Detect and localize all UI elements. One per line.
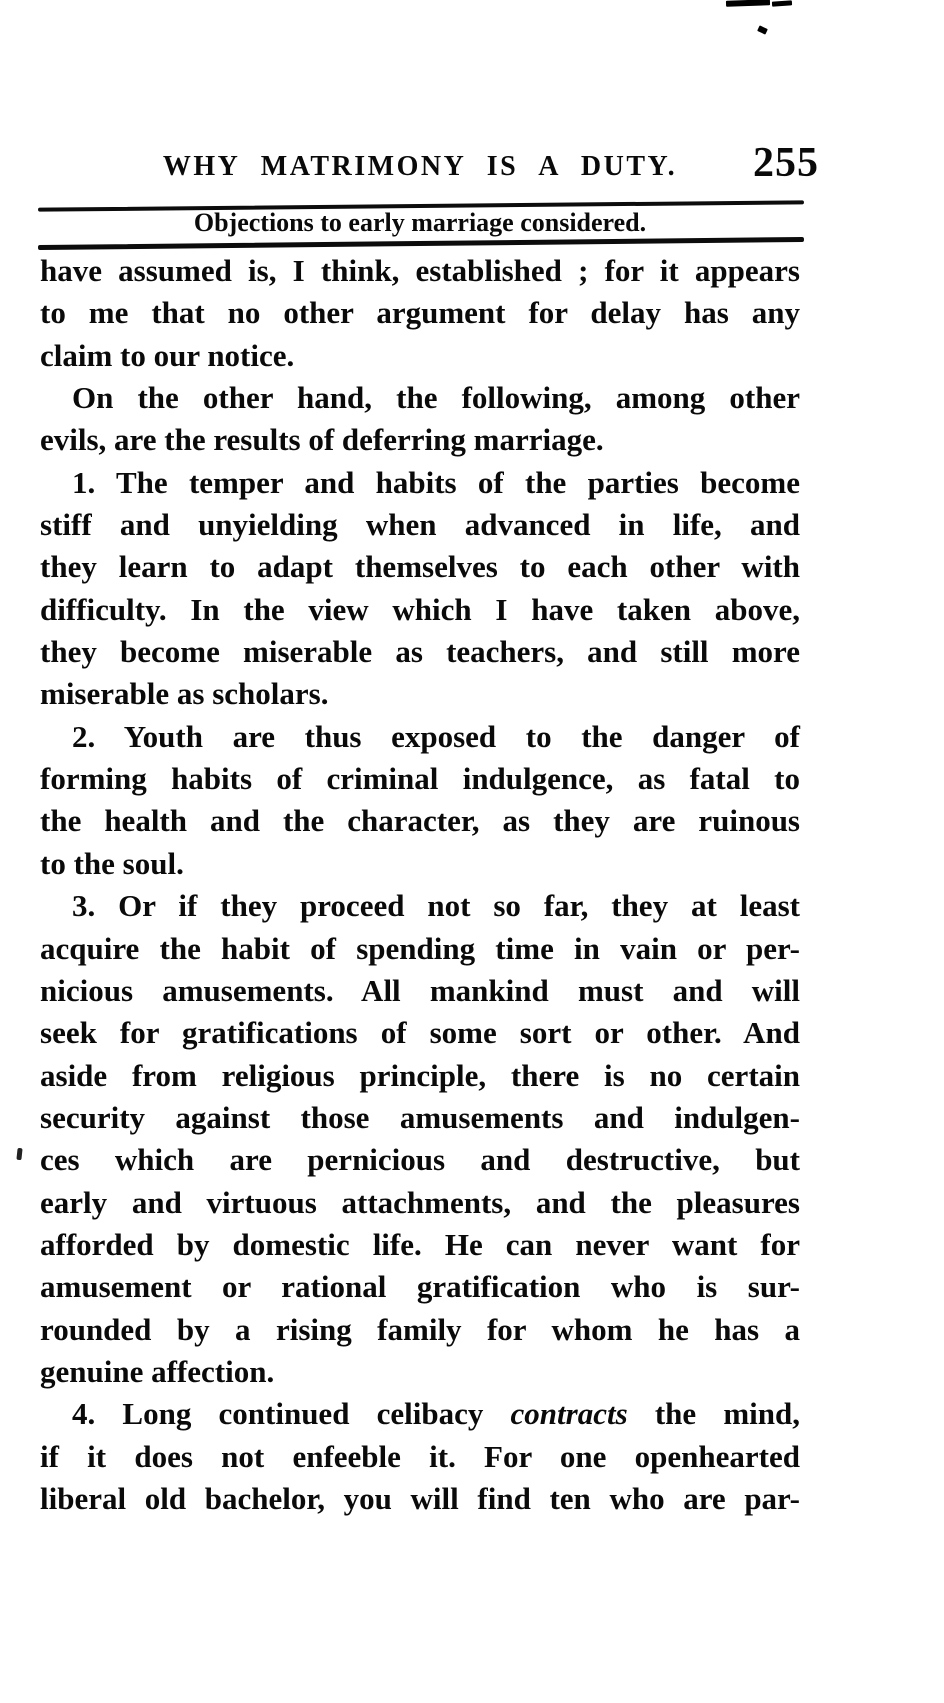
text-line: afforded by domestic life. He can never want for bbox=[40, 1226, 800, 1262]
page-number: 255 bbox=[753, 140, 819, 186]
text-line: evils, are the results of deferring marriage. bbox=[40, 422, 604, 458]
text-line: claim to our notice. bbox=[40, 337, 295, 373]
text-line: 3. Or if they proceed not so far, they at least bbox=[72, 888, 800, 924]
text-line: seek for gratifications of some sort or other. And bbox=[40, 1015, 800, 1051]
ink-smudge bbox=[772, 0, 792, 6]
text-line: 1. The temper and habits of the parties become bbox=[72, 464, 800, 500]
text-line: acquire the habit of spending time in vain or per- bbox=[40, 930, 800, 966]
text-segment: the mind, bbox=[627, 1396, 800, 1432]
text-segment: 4. Long continued celibacy bbox=[72, 1396, 511, 1432]
text-line: security against those amusements and indulgen- bbox=[40, 1099, 800, 1135]
text-line: amusement or rational gratification who is sur- bbox=[40, 1269, 800, 1305]
text-line: stiff and unyielding when advanced in life, and bbox=[40, 507, 800, 543]
text-line: difficulty. In the view which I have taken above, bbox=[40, 591, 800, 627]
text-line: ces which are pernicious and destructive, but bbox=[40, 1142, 800, 1178]
italic-text: contracts bbox=[510, 1396, 628, 1432]
text-line: nicious amusements. All mankind must and will bbox=[40, 972, 800, 1008]
text-line: have assumed is, I think, established ; for it appears bbox=[40, 253, 800, 288]
text-line: rounded by a rising family for whom he has a bbox=[40, 1311, 800, 1347]
ink-speck bbox=[16, 1148, 22, 1160]
ink-speck bbox=[757, 25, 768, 34]
text-line: they learn to adapt themselves to each other with bbox=[40, 549, 800, 585]
text-line: forming habits of criminal indulgence, as fatal to bbox=[40, 761, 800, 797]
text-line: if it does not enfeeble it. For one openhearted bbox=[40, 1438, 800, 1474]
text-line: 2. Youth are thus exposed to the danger of bbox=[72, 718, 800, 754]
text-line: genuine affection. bbox=[40, 1353, 275, 1389]
text-line: they become miserable as teachers, and still more bbox=[40, 634, 800, 670]
text-line: aside from religious principle, there is no certain bbox=[40, 1057, 800, 1093]
text-line bbox=[40, 1393, 800, 1435]
text-line: to me that no other argument for delay has any bbox=[40, 295, 800, 331]
text-line: the health and the character, as they are ruinous bbox=[40, 803, 800, 839]
text-line: miserable as scholars. bbox=[40, 676, 329, 712]
text-line: On the other hand, the following, among other bbox=[72, 380, 800, 416]
ink-smudge bbox=[726, 0, 770, 7]
text-column bbox=[40, 250, 800, 1520]
running-head: Objections to early marriage considered. bbox=[193, 208, 647, 237]
page-header-title: WHY MATRIMONY IS A DUTY. bbox=[162, 151, 678, 182]
text-line: to the soul. bbox=[40, 845, 184, 881]
text-line: early and virtuous attachments, and the pleasures bbox=[40, 1184, 800, 1220]
text-line: liberal old bachelor, you will find ten who are par- bbox=[40, 1480, 800, 1516]
